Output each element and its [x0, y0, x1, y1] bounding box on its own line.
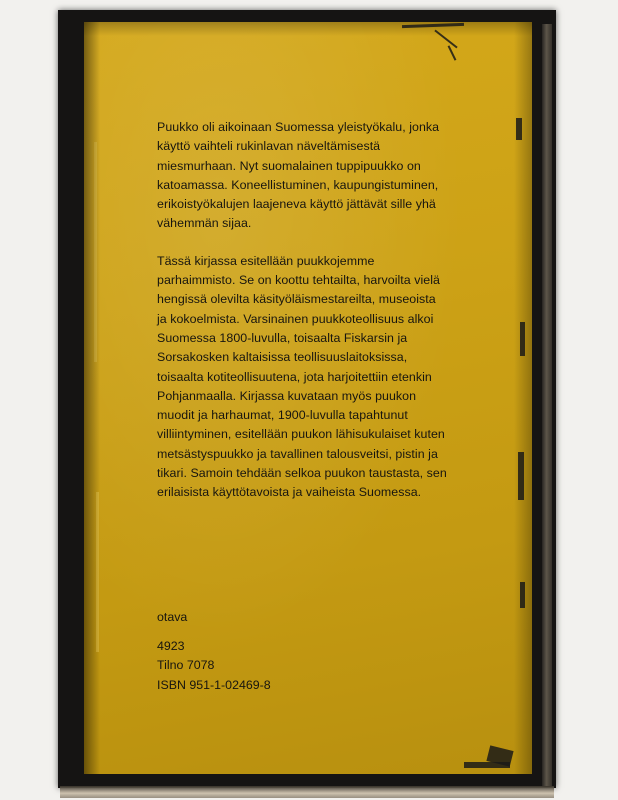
page-block-edge [542, 24, 552, 786]
cover-spine-shading [84, 22, 100, 774]
blurb-text [157, 118, 447, 503]
tilno-code: Tilno 7078 [157, 658, 215, 673]
cover-scuff-right-mid [520, 322, 525, 356]
cover-scuff-top-right-2 [434, 30, 457, 49]
cover-scuff-top-right-3 [448, 45, 457, 60]
code-number: 4923 [157, 639, 185, 653]
catalog-codes [157, 637, 271, 695]
book-bottom-edge [60, 786, 554, 798]
publisher-name: otava [157, 610, 188, 624]
cover-scuff-right-mid-2 [518, 452, 524, 500]
cover-highlight-left [94, 142, 97, 362]
cover-scuff-right-lower [520, 582, 525, 608]
cover-right-shading [514, 22, 532, 774]
back-cover [84, 22, 532, 774]
cover-scuff-bottom-right [486, 745, 513, 766]
cover-scuff-right-upper [516, 118, 522, 140]
cover-scuff-bottom-right-2 [464, 762, 510, 768]
blurb-paragraph-2: Tässä kirjassa esitellään puukkojemme parhaimmisto. Se on koottu tehtailta, harvoilta vielä hengissä olevilta käsityöläismestareilta, museoista ja kokoelmista. Varsinainen puukkoteollisuus alkoi Suomessa 1800-luvulla, toisaalta Fiskarsin ja Sorsakosken kaltaisissa teollisuuslaitoksissa, toisaalta kotiteollisuutena, jota harjoitettiin etenkin Pohjanmaalla. Kirjassa kuvataan myös puukon muodit ja harhaumat, 1900-luvulla tapahtunut villiintyminen, esitellään puukon lähisukulaiset kuten metsästyspuukko ja tavallinen talousveitsi, pistin ja tikari. Samoin tehdään selkoa puukon taustasta, sen erilaisista käyttötavoista ja vaiheista Suomessa. [157, 253, 447, 500]
blurb-paragraph-1: Puukko oli aikoinaan Suomessa yleistyökalu, jonka käyttö vaihteli rukinlavan näveltämisestä miesmurhaan. Nyt suomalainen tuppipuukko on katoamassa. Koneellistuminen, kaupungistuminen, erikoistyökalujen laajeneva käyttö jättävät sille yhä vähemmän sijaa. [157, 120, 440, 231]
cover-highlight-left-2 [96, 492, 99, 652]
cover-top-shading [84, 22, 532, 36]
isbn-code: ISBN 951-1-02469-8 [157, 677, 271, 692]
cover-scuff-top-right [402, 23, 464, 28]
